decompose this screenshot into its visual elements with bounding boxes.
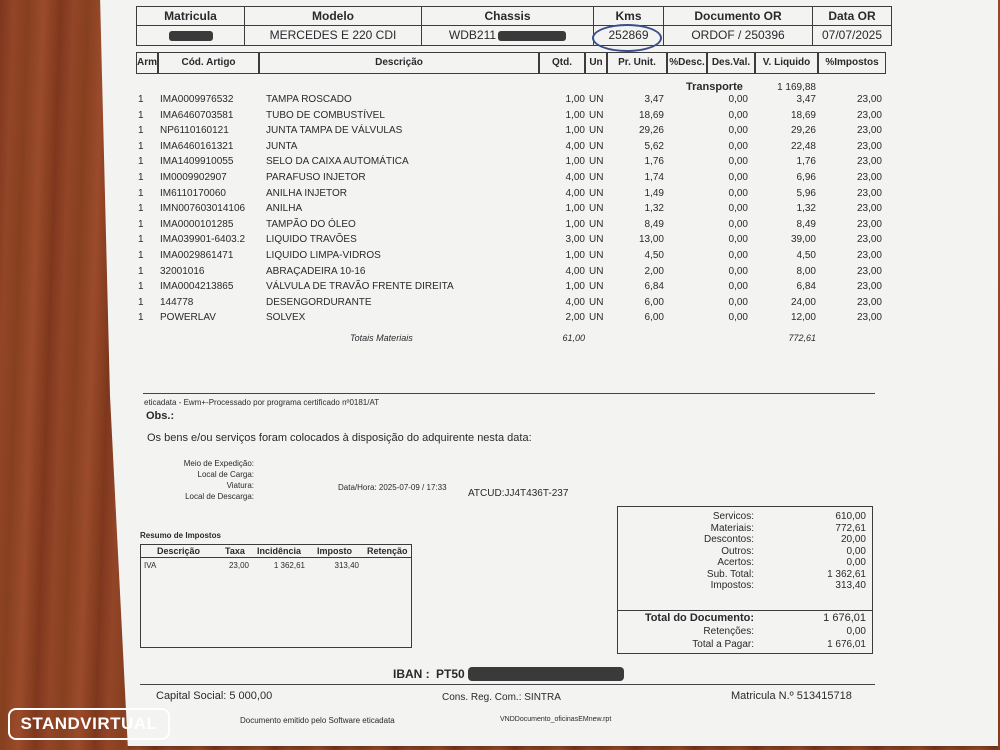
- cell-desc: LIQUIDO LIMPA-VIDROS: [266, 250, 381, 261]
- atcud: ATCUD:JJ4T436T-237: [468, 488, 569, 499]
- col-liq: V. Liquido: [755, 52, 818, 74]
- cell-pdesc: 0,00: [728, 203, 748, 215]
- cell-un: UN: [589, 172, 604, 183]
- cell-qty: 4,00: [565, 265, 585, 277]
- table-row: [0, 266, 1000, 281]
- cell-imp: 23,00: [856, 234, 882, 246]
- matricula-redacted: [169, 31, 213, 41]
- totals-box: [617, 506, 873, 654]
- cell-un: UN: [589, 234, 604, 246]
- cell-pr: 13,00: [638, 234, 664, 246]
- totals-line-label: Impostos:: [710, 580, 754, 591]
- cell-pdesc: 0,00: [728, 250, 748, 261]
- totals-line-value: 610,00: [835, 511, 866, 522]
- data-hora: Data/Hora: 2025-07-09 / 17:33: [338, 483, 447, 492]
- software-note: eticadata - Ewm+-Processado por programa certificado nº0181/AT: [144, 398, 380, 407]
- imp-head-taxa: Taxa: [225, 546, 245, 556]
- cell-pr: 1,49: [644, 187, 664, 199]
- table-row: [0, 141, 1000, 156]
- local-carga: Local de Carga:: [197, 470, 254, 479]
- col-desc: Descrição: [259, 52, 539, 74]
- totals-line-label: Sub. Total:: [706, 568, 754, 580]
- modelo-label: Modelo: [312, 9, 354, 23]
- cell-qty: 1,00: [565, 218, 585, 230]
- col-imp: %Impostos: [818, 52, 886, 74]
- cons-reg-com: Cons. Reg. Com.: SINTRA: [442, 692, 561, 703]
- data-or-cell: [813, 7, 891, 45]
- table-row: [0, 297, 1000, 312]
- cell-pdesc: 0,00: [728, 125, 748, 137]
- chassis-redacted: [498, 31, 566, 41]
- cell-liq: 24,00: [790, 296, 816, 308]
- cell-pr: 4,50: [644, 250, 664, 261]
- imp-head-retencao: Retenção: [367, 546, 408, 556]
- cell-pdesc: 0,00: [728, 140, 748, 152]
- cell-liq: 8,00: [796, 265, 816, 277]
- cell-pr: 18,69: [638, 109, 664, 121]
- table-row: [0, 234, 1000, 249]
- cell-pdesc: 0,00: [728, 281, 748, 293]
- cell-desc: TAMPA ROSCADO: [266, 94, 352, 105]
- cell-arm: 1: [138, 187, 144, 199]
- cell-liq: 4,50: [796, 250, 816, 261]
- table-row: [0, 156, 1000, 171]
- cell-liq: 22,48: [790, 140, 816, 152]
- divider: [143, 393, 875, 394]
- cell-qty: 1,00: [565, 109, 585, 121]
- cell-qty: 2,00: [565, 312, 585, 324]
- cell-desc: SELO DA CAIXA AUTOMÁTICA: [266, 156, 409, 168]
- col-arm: Arm: [136, 52, 158, 74]
- cell-desc: LIQUIDO TRAVÕES: [266, 234, 357, 246]
- kms-label: Kms: [615, 9, 642, 23]
- cell-desc: SOLVEX: [266, 312, 306, 324]
- iban-redacted: [468, 667, 624, 681]
- totals-line-label: Materiais:: [710, 522, 754, 534]
- table-row: [0, 203, 1000, 218]
- cell-pr: 1,32: [644, 203, 664, 215]
- documento-or-cell: [664, 7, 813, 45]
- chassis-cell: [422, 7, 594, 45]
- cell-qty: 4,00: [565, 296, 585, 308]
- cell-pdesc: 0,00: [728, 187, 748, 199]
- header-table: [136, 6, 892, 46]
- report-name: VNDDocumento_oficinasEMnew.rpt: [500, 716, 612, 723]
- cell-desc: ANILHA INJETOR: [266, 187, 347, 199]
- totals-line-value: 772,61: [835, 522, 866, 534]
- cell-pdesc: 0,00: [728, 94, 748, 105]
- cell-imp: 23,00: [856, 109, 882, 121]
- cell-qty: 1,00: [565, 281, 585, 293]
- cell-cod: IM0009902907: [160, 172, 227, 183]
- cell-imp: 23,00: [856, 203, 882, 215]
- cell-imp: 23,00: [856, 265, 882, 277]
- documento-emitido: Documento emitido pelo Software eticadata: [240, 716, 395, 725]
- cell-arm: 1: [138, 172, 144, 183]
- imp-row-imposto: 313,40: [334, 561, 359, 570]
- cell-qty: 1,00: [565, 250, 585, 261]
- totals-line-label: Acertos:: [717, 557, 754, 568]
- totals-line-value: 313,40: [835, 580, 866, 591]
- cell-cod: IMA1409910055: [160, 156, 234, 168]
- cell-imp: 23,00: [856, 125, 882, 137]
- cell-cod: IMA039901-6403.2: [160, 234, 246, 246]
- impostos-box: [140, 544, 412, 648]
- cell-qty: 1,00: [565, 94, 585, 105]
- cell-qty: 4,00: [565, 187, 585, 199]
- kms-value: 252869: [608, 28, 649, 42]
- cell-pr: 2,00: [644, 265, 664, 277]
- chassis-value: WDB211: [448, 28, 497, 42]
- cell-cod: 144778: [160, 296, 194, 308]
- table-row: [0, 188, 1000, 203]
- cell-pdesc: 0,00: [728, 218, 748, 230]
- imp-head-imposto: Imposto: [317, 546, 352, 556]
- cell-un: UN: [589, 109, 604, 121]
- cell-cod: IMA0000101285: [160, 218, 234, 230]
- cell-liq: 8,49: [796, 218, 816, 230]
- cell-qty: 4,00: [565, 140, 585, 152]
- total-documento-label: Total do Documento:: [644, 612, 754, 624]
- transporte-value: 1 169,88: [777, 82, 816, 93]
- cell-imp: 23,00: [856, 250, 882, 261]
- cell-un: UN: [589, 265, 604, 277]
- cell-arm: 1: [138, 109, 144, 121]
- cell-un: UN: [589, 94, 604, 105]
- cell-desc: TUBO DE COMBUSTÍVEL: [266, 109, 385, 121]
- iban-prefix: PT50: [436, 667, 465, 681]
- data-or-value: 07/07/2025: [821, 28, 883, 42]
- data-or-label: Data OR: [828, 9, 876, 23]
- cell-cod: IMA0004213865: [160, 281, 234, 293]
- table-row: [0, 110, 1000, 125]
- cell-pr: 3,47: [644, 94, 664, 105]
- cell-cod: IM6110170060: [160, 187, 226, 199]
- table-row: [0, 250, 1000, 265]
- cell-desc: ANILHA: [266, 203, 303, 215]
- cell-cod: NP6110160121: [160, 125, 229, 137]
- cell-un: UN: [589, 140, 604, 152]
- cell-un: UN: [589, 125, 604, 137]
- cell-imp: 23,00: [856, 296, 882, 308]
- cell-pdesc: 0,00: [728, 156, 748, 168]
- iban-label: IBAN :: [393, 667, 430, 681]
- table-row: [0, 219, 1000, 234]
- col-un: Un: [585, 52, 607, 74]
- totals-line-label: Servicos:: [712, 511, 754, 522]
- cell-cod: IMA6460161321: [160, 140, 234, 152]
- cell-un: UN: [589, 312, 604, 324]
- cell-pr: 6,84: [644, 281, 664, 293]
- table-row: [0, 172, 1000, 187]
- cell-arm: 1: [138, 203, 144, 215]
- cell-desc: JUNTA TAMPA DE VÁLVULAS: [266, 125, 403, 137]
- cell-cod: IMA6460703581: [160, 109, 234, 121]
- totais-materiais-value: 772,61: [788, 333, 816, 343]
- cell-un: UN: [589, 296, 604, 308]
- cell-pr: 1,74: [644, 172, 664, 183]
- totals-line-value: 1 362,61: [827, 568, 866, 580]
- matricula-numero: Matricula N.º 513415718: [731, 690, 852, 702]
- documento-or-value: ORDOF / 250396: [691, 28, 785, 42]
- standvirtual-watermark: STANDVIRTUAL: [8, 708, 170, 740]
- totals-line-label: Outros:: [721, 545, 754, 557]
- cell-pr: 8,49: [644, 218, 664, 230]
- cell-arm: 1: [138, 265, 144, 277]
- capital-social: Capital Social: 5 000,00: [156, 690, 273, 702]
- cell-pr: 6,00: [644, 296, 664, 308]
- totals-line-label: Descontos:: [703, 534, 754, 545]
- cell-un: UN: [589, 203, 604, 215]
- col-cod: Cód. Artigo: [158, 52, 259, 74]
- cell-pdesc: 0,00: [728, 265, 748, 277]
- col-pdesc: %Desc.: [667, 52, 707, 74]
- impostos-title: Resumo de Impostos: [140, 531, 221, 540]
- cell-qty: 1,00: [565, 203, 585, 215]
- cell-pdesc: 0,00: [728, 172, 748, 183]
- table-row: [0, 94, 1000, 109]
- cell-arm: 1: [138, 156, 144, 168]
- chassis-label: Chassis: [484, 9, 531, 23]
- cell-cod: IMA0029861471: [160, 250, 234, 261]
- cell-arm: 1: [138, 250, 144, 261]
- cell-cod: 32001016: [160, 265, 205, 277]
- cell-liq: 6,84: [796, 281, 816, 293]
- cell-pdesc: 0,00: [728, 109, 748, 121]
- total-documento-value: 1 676,01: [823, 612, 866, 624]
- transporte-label: Transporte: [686, 81, 743, 93]
- cell-liq: 5,96: [796, 187, 816, 199]
- cell-un: UN: [589, 156, 604, 168]
- kms-hand-circle: [592, 24, 662, 52]
- matricula-label: Matricula: [164, 9, 217, 23]
- cell-desc: ABRAÇADEIRA 10-16: [266, 265, 366, 277]
- imp-row-taxa: 23,00: [228, 561, 249, 570]
- table-row: [0, 125, 1000, 140]
- cell-arm: 1: [138, 94, 144, 105]
- totais-materiais-qty: 61,00: [562, 333, 585, 343]
- col-qty: Qtd.: [539, 52, 585, 74]
- retencoes-label: Retenções:: [703, 626, 754, 637]
- modelo-value: MERCEDES E 220 CDI: [269, 28, 397, 42]
- table-row: [0, 312, 1000, 327]
- meio-expedicao: Meio de Expedição:: [183, 459, 254, 468]
- cell-arm: 1: [138, 140, 144, 152]
- cell-imp: 23,00: [856, 140, 882, 152]
- cell-arm: 1: [138, 234, 144, 246]
- totals-line-value: 0,00: [846, 557, 866, 568]
- cell-imp: 23,00: [856, 312, 882, 324]
- cell-liq: 1,76: [796, 156, 816, 168]
- cell-pdesc: 0,00: [728, 296, 748, 308]
- viatura: Viatura:: [226, 481, 254, 490]
- bottom-divider: [140, 684, 875, 685]
- cell-un: UN: [589, 187, 604, 199]
- cell-arm: 1: [138, 296, 144, 308]
- cell-un: UN: [589, 218, 604, 230]
- cell-cod: IMN007603014106: [160, 203, 246, 215]
- cell-pdesc: 0,00: [728, 234, 748, 246]
- table-row: [0, 281, 1000, 296]
- cell-imp: 23,00: [856, 172, 882, 183]
- totais-materiais-label: Totais Materiais: [350, 333, 413, 343]
- cell-pdesc: 0,00: [728, 312, 748, 324]
- cell-qty: 3,00: [565, 234, 585, 246]
- cell-liq: 18,69: [790, 109, 816, 121]
- cell-desc: TAMPÃO DO ÓLEO: [266, 218, 356, 230]
- modelo-cell: [245, 7, 422, 45]
- obs-label: Obs.:: [146, 410, 175, 422]
- cell-arm: 1: [138, 125, 144, 137]
- availability-statement: Os bens e/ou serviços foram colocados à disposição do adquirente nesta data:: [147, 432, 532, 444]
- cell-pr: 6,00: [644, 312, 664, 324]
- cell-un: UN: [589, 250, 604, 261]
- cell-pr: 1,76: [644, 156, 664, 168]
- totals-line-value: 20,00: [840, 534, 866, 545]
- cell-imp: 23,00: [856, 156, 882, 168]
- cell-imp: 23,00: [856, 187, 882, 199]
- col-pr: Pr. Unit.: [607, 52, 667, 74]
- cell-arm: 1: [138, 218, 144, 230]
- cell-pr: 5,62: [644, 140, 664, 152]
- cell-qty: 1,00: [565, 125, 585, 137]
- cell-desc: JUNTA: [266, 140, 298, 152]
- cell-imp: 23,00: [856, 218, 882, 230]
- documento-or-label: Documento OR: [694, 9, 782, 23]
- cell-arm: 1: [138, 281, 144, 293]
- cell-arm: 1: [138, 312, 144, 324]
- cell-liq: 3,47: [796, 94, 816, 105]
- total-pagar-value: 1 676,01: [827, 639, 866, 650]
- cell-desc: DESENGORDURANTE: [266, 296, 372, 308]
- cell-qty: 4,00: [565, 172, 585, 183]
- cell-pr: 29,26: [638, 125, 664, 137]
- cell-liq: 39,00: [790, 234, 816, 246]
- local-descarga: Local de Descarga:: [185, 492, 254, 501]
- cell-imp: 23,00: [856, 281, 882, 293]
- cell-liq: 29,26: [790, 125, 816, 137]
- cell-imp: 23,00: [856, 94, 882, 105]
- imp-row-desc: IVA: [144, 561, 157, 570]
- imp-head-desc: Descrição: [157, 546, 201, 556]
- total-pagar-label: Total a Pagar:: [692, 639, 754, 650]
- cell-cod: POWERLAV: [160, 312, 216, 324]
- cell-liq: 12,00: [790, 312, 816, 324]
- col-dval: Des.Val.: [707, 52, 755, 74]
- cell-liq: 1,32: [796, 203, 816, 215]
- imp-row-incidencia: 1 362,61: [273, 561, 305, 570]
- imp-head-incidencia: Incidência: [257, 546, 302, 556]
- cell-liq: 6,96: [796, 172, 816, 183]
- matricula-cell: [137, 7, 245, 45]
- cell-un: UN: [589, 281, 604, 293]
- totals-line-value: 0,00: [846, 545, 866, 557]
- cell-desc: VÁLVULA DE TRAVÃO FRENTE DIREITA: [266, 281, 454, 293]
- cell-cod: IMA0009976532: [160, 94, 234, 105]
- cell-qty: 1,00: [565, 156, 585, 168]
- cell-desc: PARAFUSO INJETOR: [266, 172, 366, 183]
- retencoes-value: 0,00: [846, 626, 866, 637]
